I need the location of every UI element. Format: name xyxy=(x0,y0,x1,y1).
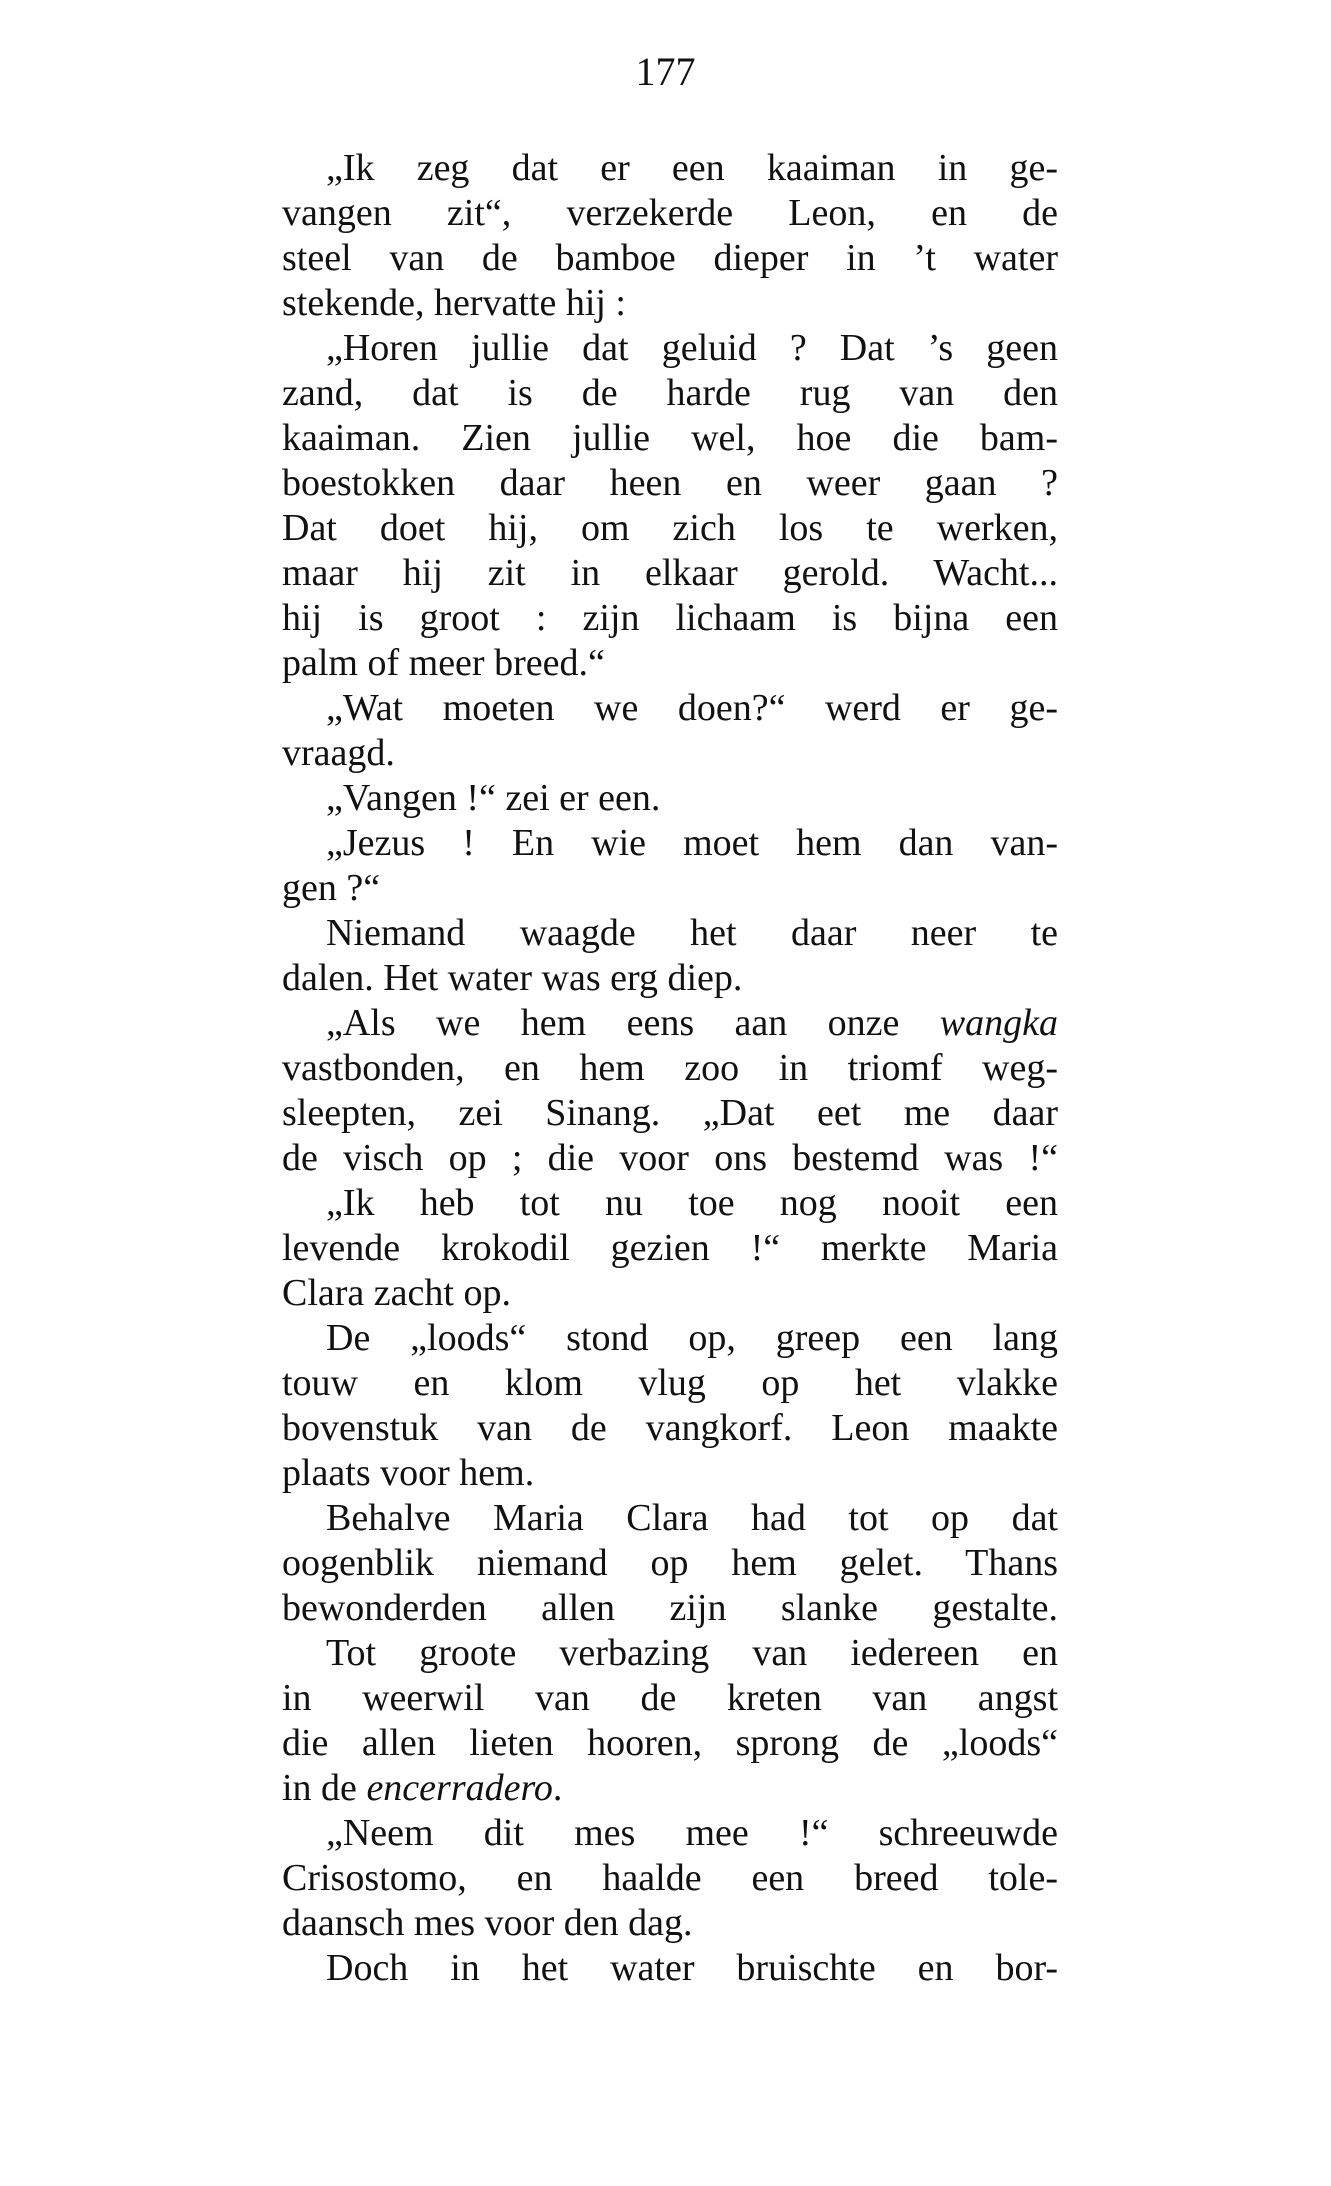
text-line: Niemand waagde het daar neer te xyxy=(326,912,1058,954)
text-line: „Jezus ! En wie moet hem dan van- xyxy=(326,822,1058,864)
text-line: Tot groote verbazing van iedereen en xyxy=(326,1632,1058,1674)
text-line: vangen zit“, verzekerde Leon, en de xyxy=(282,192,1058,234)
body-text xyxy=(282,146,1058,1991)
text-line: bovenstuk van de vangkorf. Leon maakte xyxy=(282,1407,1058,1449)
text-line: hij is groot : zijn lichaam is bijna een xyxy=(282,597,1058,639)
text-line: Crisostomo, en haalde een breed tole- xyxy=(282,1857,1058,1899)
text-line: „Vangen !“ zei er een. xyxy=(326,777,661,819)
text-line: Clara zacht op. xyxy=(282,1272,511,1314)
text-line: kaaiman. Zien jullie wel, hoe die bam- xyxy=(282,417,1058,459)
text-line: Doch in het water bruischte en bor- xyxy=(326,1947,1058,1989)
text-line: bewonderden allen zijn slanke gestalte. xyxy=(282,1587,1058,1629)
page-number: 177 xyxy=(635,49,696,94)
text-line: daansch mes voor den dag. xyxy=(282,1902,693,1944)
text-line: „Ik heb tot nu toe nog nooit een xyxy=(326,1182,1058,1224)
text-fragment: „Als we hem eens aan onze xyxy=(326,1002,940,1044)
text-line: gen ?“ xyxy=(282,867,381,909)
text-line: die allen lieten hooren, sprong de „loods“ xyxy=(282,1722,1058,1764)
text-line: stekende, hervatte hij : xyxy=(282,282,626,324)
text-line: plaats voor hem. xyxy=(282,1452,535,1494)
text-line: de visch op ; die voor ons bestemd was !“ xyxy=(282,1137,1058,1179)
text-line: „Horen jullie dat geluid ? Dat ’s geen xyxy=(326,327,1058,369)
text-fragment: in de xyxy=(282,1767,367,1809)
text-line: oogenblik niemand op hem gelet. Thans xyxy=(282,1542,1058,1584)
italic-word: encerradero xyxy=(366,1767,553,1809)
text-line: zand, dat is de harde rug van den xyxy=(282,372,1058,414)
text-line: „Ik zeg dat er een kaaiman in ge- xyxy=(326,147,1058,189)
text-line: touw en klom vlug op het vlakke xyxy=(282,1362,1058,1404)
text-line: levende krokodil gezien !“ merkte Maria xyxy=(282,1227,1058,1269)
text-line: in weerwil van de kreten van angst xyxy=(282,1677,1058,1719)
text-line: vastbonden, en hem zoo in triomf weg- xyxy=(282,1047,1058,1089)
text-line xyxy=(282,1766,1058,1811)
italic-word: wangka xyxy=(939,1002,1058,1044)
text-line: boestokken daar heen en weer gaan ? xyxy=(282,462,1058,504)
text-line: sleepten, zei Sinang. „Dat eet me daar xyxy=(282,1092,1058,1134)
text-line: maar hij zit in elkaar gerold. Wacht... xyxy=(282,552,1058,594)
text-line: De „loods“ stond op, greep een lang xyxy=(326,1317,1058,1359)
text-line: Dat doet hij, om zich los te werken, xyxy=(282,507,1058,549)
text-line: palm of meer breed.“ xyxy=(282,642,605,684)
text-line xyxy=(282,1001,1058,1046)
text-line: Behalve Maria Clara had tot op dat xyxy=(326,1497,1058,1539)
text-fragment: . xyxy=(552,1767,563,1809)
text-line: vraagd. xyxy=(282,732,395,774)
text-line: dalen. Het water was erg diep. xyxy=(282,957,743,999)
text-line: „Wat moeten we doen?“ werd er ge- xyxy=(326,687,1058,729)
text-line: „Neem dit mes mee !“ schreeuwde xyxy=(326,1812,1058,1854)
text-line: steel van de bamboe dieper in ’t water xyxy=(282,237,1058,279)
